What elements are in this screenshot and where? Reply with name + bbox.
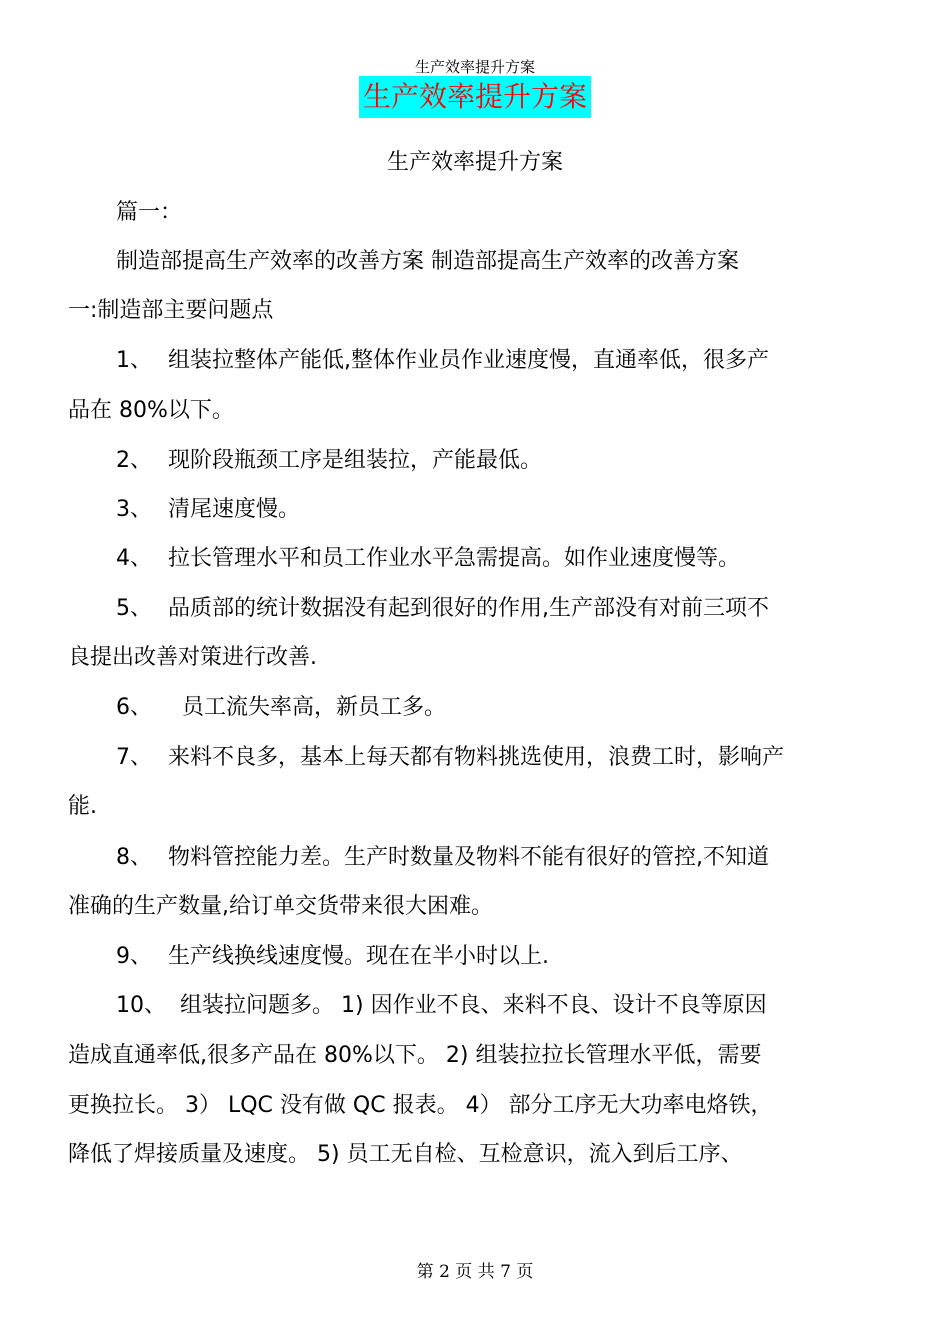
list-item-10-continued: 更换拉长。 3） LQC 没有做 QC 报表。 4） 部分工序无大功率电烙铁，: [68, 1093, 773, 1118]
list-item-10: [116, 991, 767, 1021]
running-header: 生产效率提升方案: [414, 58, 535, 76]
list-item-8: [116, 843, 769, 873]
list-item-7: [116, 743, 784, 773]
item-text: 生产线换线速度慢。现在在半小时以上.: [168, 944, 549, 969]
page-number-footer: 第 2 页 共 7 页: [416, 1262, 534, 1282]
list-item-6: [116, 693, 446, 723]
list-item-1: [116, 346, 769, 376]
item-text: 员工流失率高，新员工多。: [168, 695, 446, 720]
item-number: 9、: [116, 944, 152, 969]
banner-title: 生产效率提升方案: [359, 76, 591, 118]
banner-wrap: [0, 76, 950, 118]
list-item-8-continued: 准确的生产数量,给订单交货带来很大困难。: [68, 894, 493, 919]
item-text: 组装拉问题多。 1) 因作业不良、来料不良、设计不良等原因: [180, 993, 767, 1018]
item-number: 2、: [116, 448, 152, 473]
item-text: 现阶段瓶颈工序是组装拉，产能最低。: [168, 448, 543, 473]
item-text: 组装拉整体产能低,整体作业员作业速度慢，直通率低，很多产: [168, 348, 769, 373]
list-item-10-continued: 降低了焊接质量及速度。 5) 员工无自检、互检意识，流入到后工序、: [68, 1142, 743, 1167]
item-number: 7、: [116, 745, 152, 770]
item-number: 5、: [116, 596, 152, 621]
item-text: 物料管控能力差。生产时数量及物料不能有很好的管控,不知道: [168, 845, 769, 870]
item-text: 来料不良多，基本上每天都有物料挑选使用，浪费工时，影响产: [168, 745, 785, 770]
item-number: 4、: [116, 546, 152, 571]
section-heading: 一:制造部主要问题点: [68, 298, 274, 323]
list-item-3: [116, 495, 300, 525]
item-number: 1、: [116, 348, 152, 373]
item-number: 6、: [116, 695, 152, 720]
list-item-10-continued: 造成直通率低,很多产品在 80%以下。 2) 组装拉拉长管理水平低，需要: [68, 1043, 762, 1068]
list-item-2: [116, 446, 542, 476]
list-item-9: [116, 942, 549, 972]
list-item-4: [116, 544, 740, 574]
item-number: 10、: [116, 993, 166, 1018]
document-title: 生产效率提升方案: [386, 150, 563, 175]
item-text: 清尾速度慢。: [168, 497, 301, 522]
item-number: 3、: [116, 497, 152, 522]
item-text: 品质部的统计数据没有起到很好的作用,生产部没有对前三项不: [168, 596, 769, 621]
item-number: 8、: [116, 845, 152, 870]
item-text: 拉长管理水平和员工作业水平急需提高。如作业速度慢等。: [168, 546, 741, 571]
list-item-7-continued: 能.: [68, 794, 97, 819]
list-item-1-continued: 品在 80%以下。: [68, 398, 234, 423]
list-item-5-continued: 良提出改善对策进行改善.: [68, 645, 317, 670]
intro-line: 制造部提高生产效率的改善方案 制造部提高生产效率的改善方案: [116, 249, 739, 274]
list-item-5: [116, 594, 769, 624]
part-label: 篇一：: [116, 200, 183, 225]
